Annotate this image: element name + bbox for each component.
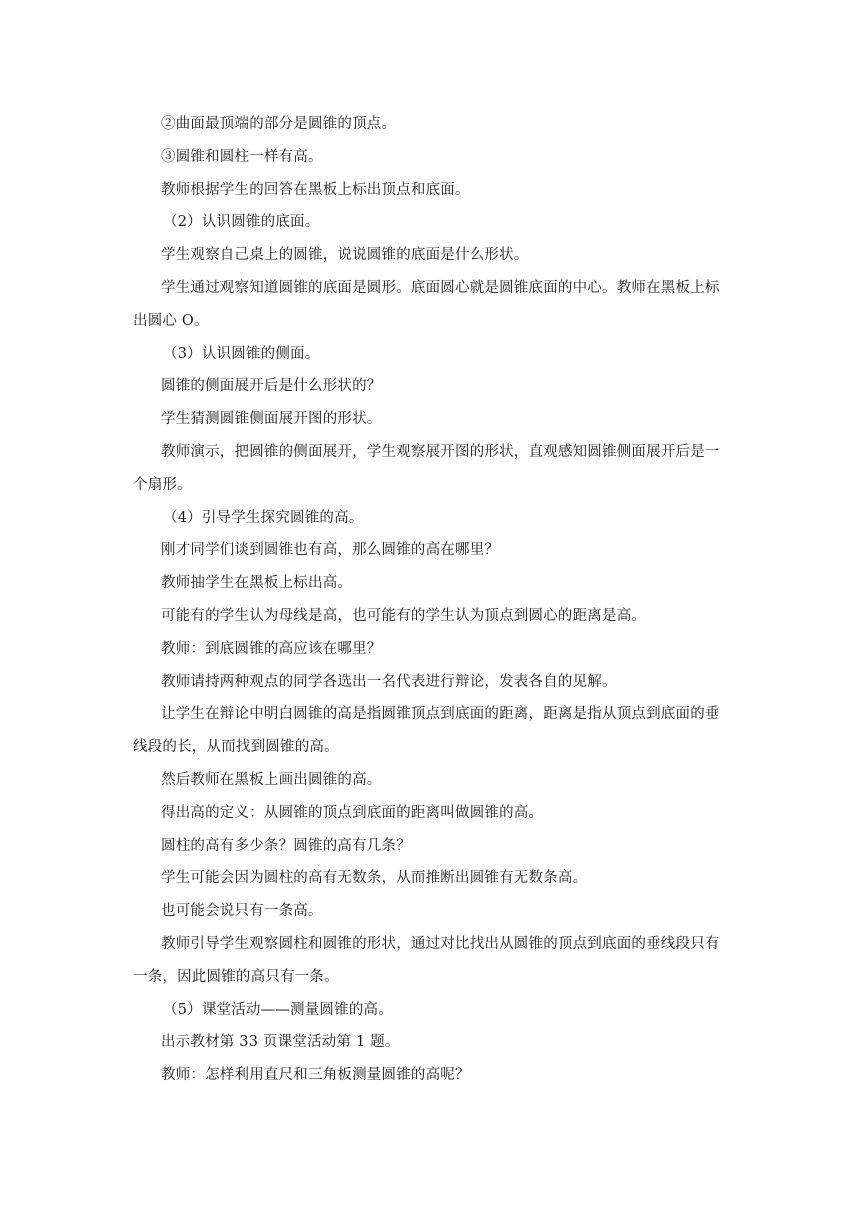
paragraph: 教师演示，把圆锥的侧面展开，学生观察展开图的形状，直观感知圆锥侧面展开后是一个扇形。: [133, 443, 720, 493]
paragraph: ③圆锥和圆柱一样有高。: [161, 148, 323, 165]
paragraph: 刚才同学们谈到圆锥也有高，那么圆锥的高在哪里？: [161, 542, 500, 559]
paragraph: 教师请持两种观点的同学各选出一名代表进行辩论，发表各自的见解。: [161, 673, 617, 690]
paragraph: 然后教师在黑板上画出圆锥的高。: [161, 771, 382, 788]
paragraph: 也可能会说只有一条高。: [161, 903, 323, 920]
paragraph: 得出高的定义：从圆锥的顶点到底面的距离叫做圆锥的高。: [161, 804, 544, 821]
paragraph: 教师引导学生观察圆柱和圆锥的形状，通过对比找出从圆锥的顶点到底面的垂线段只有一条，因此圆锥的高只有一条。: [133, 935, 720, 985]
paragraph: 教师：到底圆锥的高应该在哪里？: [161, 640, 382, 657]
paragraph: 可能有的学生认为母线是高，也可能有的学生认为顶点到圆心的距离是高。: [161, 607, 647, 624]
paragraph: 教师根据学生的回答在黑板上标出顶点和底面。: [161, 181, 470, 198]
paragraph: 学生通过观察知道圆锥的底面是圆形。底面圆心就是圆锥底面的中心。教师在黑板上标出圆心 O。: [133, 279, 720, 329]
paragraph: 出示教材第 33 页课堂活动第 1 题。: [161, 1034, 400, 1051]
paragraph: 圆柱的高有多少条？圆锥的高有几条？: [161, 837, 411, 854]
paragraph: 让学生在辩论中明白圆锥的高是指圆锥顶点到底面的距离，距离是指从顶点到底面的垂线段的长，从而找到圆锥的高。: [133, 706, 720, 756]
paragraph: 圆锥的侧面展开后是什么形状的？: [161, 378, 382, 395]
document-body: [133, 108, 731, 1092]
paragraph: 学生可能会因为圆柱的高有无数条，从而推断出圆锥有无数条高。: [161, 870, 588, 887]
paragraph: 学生猜测圆锥侧面展开图的形状。: [161, 411, 382, 428]
section-heading: （5）课堂活动——测量圆锥的高。: [163, 1001, 393, 1018]
paragraph: 教师：怎样利用直尺和三角板测量圆锥的高呢？: [161, 1067, 470, 1084]
section-heading: （4）引导学生探究圆锥的高。: [163, 509, 364, 526]
paragraph: 教师抽学生在黑板上标出高。: [161, 575, 353, 592]
section-heading: （2）认识圆锥的底面。: [163, 214, 320, 231]
paragraph: ②曲面最顶端的部分是圆锥的顶点。: [161, 116, 397, 132]
paragraph: 学生观察自己桌上的圆锥，说说圆锥的底面是什么形状。: [161, 247, 529, 264]
section-heading: （3）认识圆锥的侧面。: [163, 345, 320, 362]
